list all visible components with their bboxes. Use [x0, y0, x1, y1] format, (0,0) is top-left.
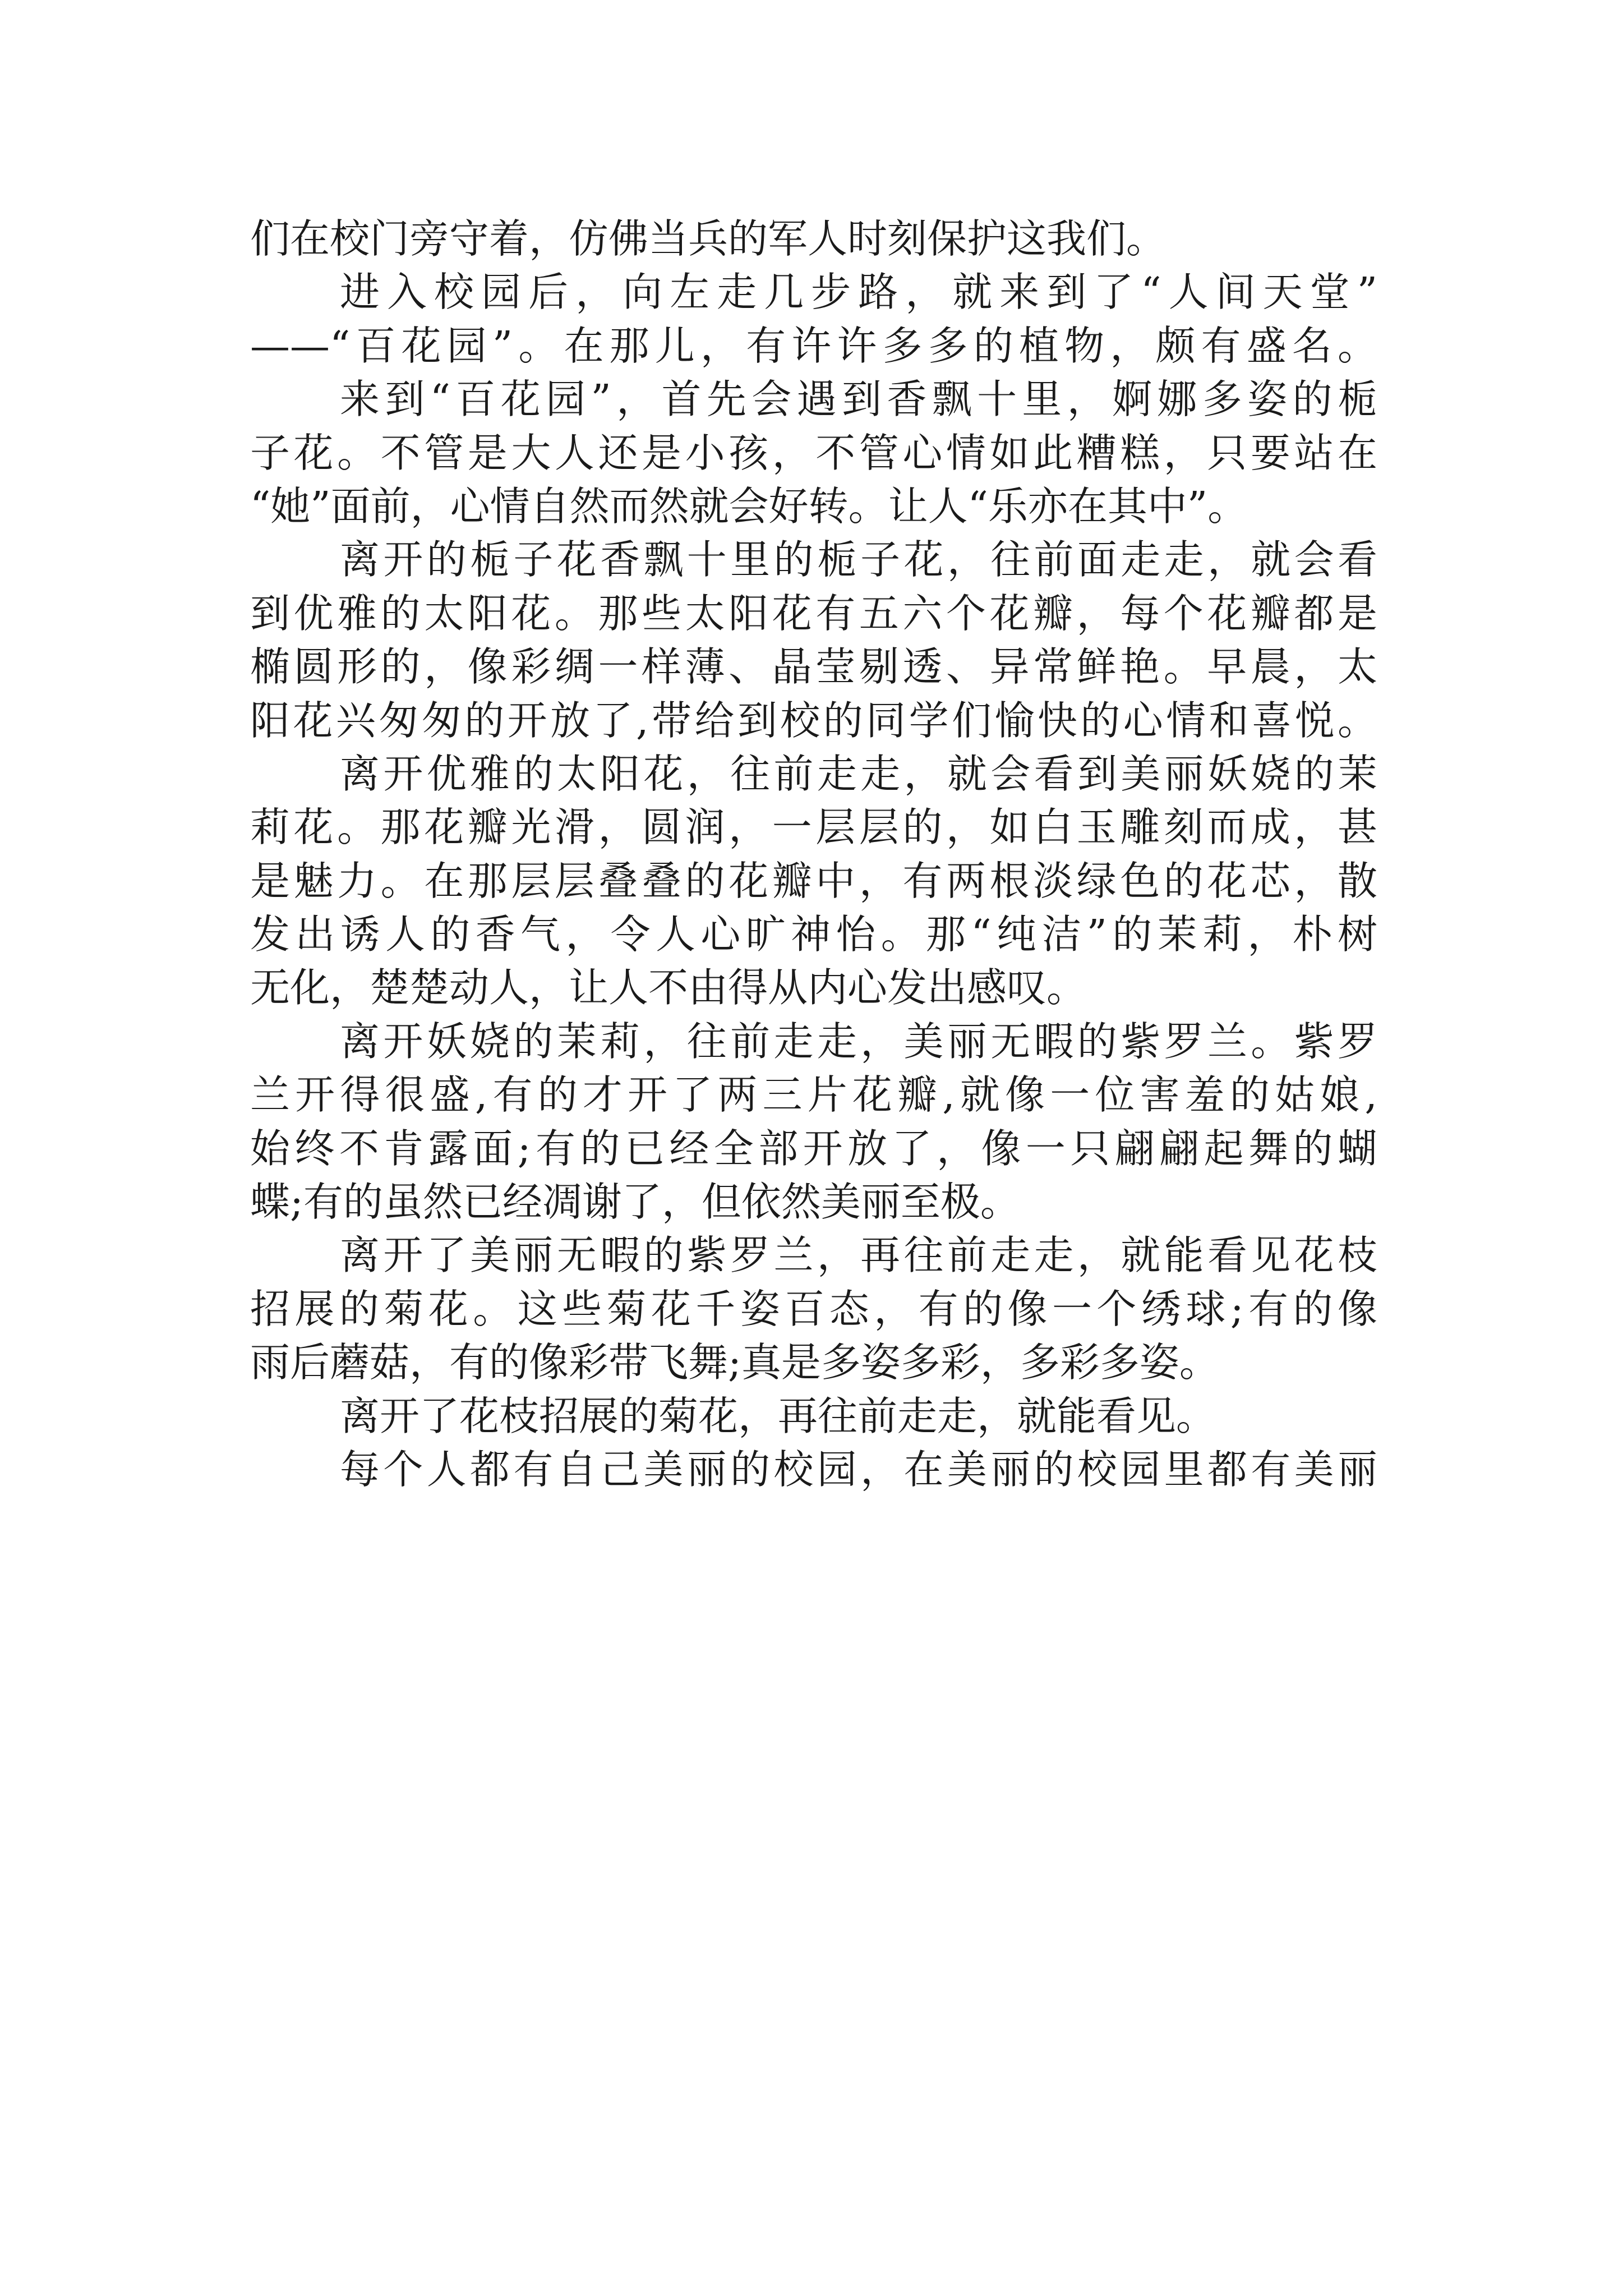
text-line: 来到“百花园”，首先会遇到香飘十里，婀娜多姿的栀 [340, 376, 1377, 423]
text-line: 招展的菊花。这些菊花千姿百态，有的像一个绣球;有的像 [250, 1285, 1377, 1332]
text-line: 椭圆形的，像彩绸一样薄、晶莹剔透、异常鲜艳。早晨，太 [250, 643, 1377, 691]
text-line: 离开了花枝招展的菊花，再往前走走，就能看见。 [340, 1392, 1216, 1439]
text-line: 每个人都有自己美丽的校园，在美丽的校园里都有美丽 [340, 1446, 1377, 1493]
text-line: 子花。不管是大人还是小孩，不管心情如此糟糕，只要站在 [250, 429, 1377, 476]
text-line: 无化，楚楚动人，让人不由得从内心发出感叹。 [250, 964, 1087, 1011]
text-line: 兰开得很盛,有的才开了两三片花瓣,就像一位害羞的姑娘, [250, 1071, 1377, 1119]
text-line: 蝶;有的虽然已经凋谢了，但依然美丽至极。 [250, 1179, 1020, 1226]
text-line: 进入校园后，向左走几步路，就来到了“人间天堂” [340, 269, 1377, 316]
text-line: 离开了美丽无暇的紫罗兰，再往前走走，就能看见花枝 [340, 1232, 1377, 1279]
text-line: 离开的栀子花香飘十里的栀子花，往前面走走，就会看 [340, 536, 1377, 583]
text-line: 是魅力。在那层层叠叠的花瓣中，有两根淡绿色的花芯，散 [250, 857, 1377, 904]
text-line: 到优雅的太阳花。那些太阳花有五六个花瓣，每个花瓣都是 [250, 590, 1377, 637]
text-line: 雨后蘑菇，有的像彩带飞舞;真是多姿多彩，多彩多姿。 [250, 1339, 1219, 1386]
text-line: 阳花兴匆匆的开放了,带给到校的同学们愉快的心情和喜悦。 [250, 697, 1377, 744]
text-line: “她”面前，心情自然而然就会好转。让人“乐亦在其中”。 [250, 482, 1248, 530]
text-line: 离开妖娆的茉莉，往前走走，美丽无暇的紫罗兰。紫罗 [340, 1018, 1377, 1065]
text-line: 们在校门旁守着，仿佛当兵的军人时刻保护这我们。 [250, 215, 1166, 262]
text-line: 始终不肯露面;有的已经全部开放了，像一只翩翩起舞的蝴 [250, 1125, 1377, 1172]
text-line: 离开优雅的太阳花，往前走走，就会看到美丽妖娆的茉 [340, 750, 1377, 797]
text-line: ——“百花园”。在那儿，有许许多多的植物，颇有盛名。 [250, 322, 1377, 369]
text-line: 发出诱人的香气，令人心旷神怡。那“纯洁”的茉莉，朴树 [250, 911, 1377, 958]
document-body [250, 212, 1377, 1496]
text-line: 莉花。那花瓣光滑，圆润，一层层的，如白玉雕刻而成，甚 [250, 804, 1377, 851]
